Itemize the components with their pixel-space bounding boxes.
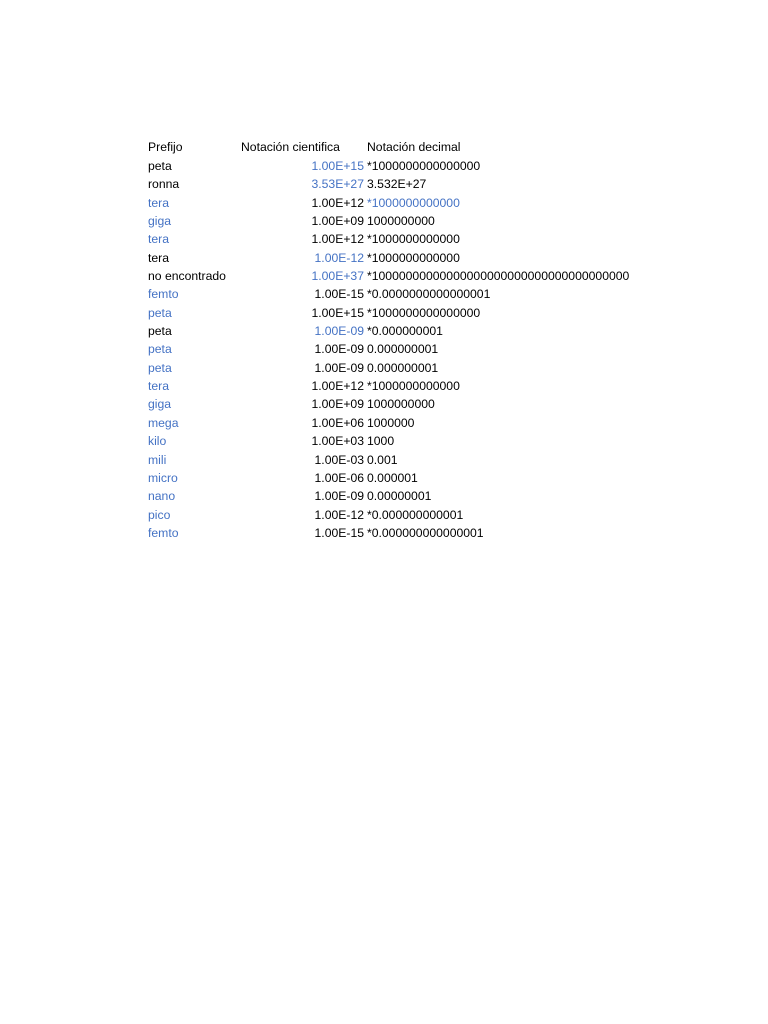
- cell-prefijo: peta: [148, 159, 172, 173]
- cell-decimal: 1000: [367, 434, 395, 449]
- cell-cientifica: 1.00E-15: [314, 525, 364, 540]
- cell-cientifica: 1.00E-09: [314, 489, 364, 504]
- cell-cientifica: 1.00E-12: [314, 507, 364, 522]
- cell-prefijo: kilo: [148, 434, 167, 449]
- cell-decimal: *10000000000000000000000000000000000000: [367, 269, 630, 284]
- cell-decimal: 0.000001: [367, 470, 418, 485]
- cell-decimal: *1000000000000: [367, 250, 460, 265]
- cell-prefijo: peta: [148, 360, 172, 375]
- cell-decimal: 1000000: [367, 415, 415, 430]
- cell-cientifica: 1.00E-09: [314, 324, 364, 339]
- cell-prefijo: peta: [148, 342, 172, 357]
- cell-cientifica: 1.00E+15: [311, 305, 364, 320]
- cell-prefijo: pico: [148, 507, 171, 522]
- cell-prefijo: peta: [148, 305, 172, 320]
- cell-decimal: 0.000000001: [367, 360, 439, 375]
- cell-prefijo: giga: [148, 397, 172, 412]
- cell-decimal: 1000000000: [367, 214, 435, 229]
- cell-decimal: 0.000000001: [367, 342, 439, 357]
- cell-cientifica: 1.00E-03: [314, 452, 364, 467]
- cell-decimal: *0.000000000000001: [367, 525, 484, 540]
- cell-cientifica: 1.00E+12: [311, 379, 364, 394]
- cell-decimal: *1000000000000: [367, 195, 460, 210]
- cell-cientifica: 1.00E+12: [311, 232, 364, 247]
- cell-decimal: 1000000000: [367, 397, 435, 412]
- cell-decimal: *1000000000000000: [367, 159, 481, 173]
- cell-cientifica: 1.00E+15: [311, 159, 364, 173]
- cell-cientifica: 1.00E-09: [314, 342, 364, 357]
- cell-decimal: *1000000000000: [367, 379, 460, 394]
- cell-prefijo: micro: [148, 470, 178, 485]
- cell-prefijo: tera: [148, 379, 170, 394]
- cell-prefijo: tera: [148, 195, 170, 210]
- cell-cientifica: 3.53E+27: [311, 177, 364, 192]
- cell-prefijo: femto: [148, 287, 179, 302]
- header-cientifica: Notación cientifica: [241, 140, 340, 154]
- cell-prefijo: femto: [148, 525, 179, 540]
- cell-cientifica: 1.00E+09: [311, 214, 364, 229]
- cell-cientifica: 1.00E-12: [314, 250, 364, 265]
- cell-prefijo: tera: [148, 250, 170, 265]
- cell-cientifica: 1.00E+37: [311, 269, 364, 284]
- cell-cientifica: 1.00E+09: [311, 397, 364, 412]
- cell-cientifica: 1.00E+12: [311, 195, 364, 210]
- cell-prefijo: tera: [148, 232, 170, 247]
- cell-decimal: 3.532E+27: [367, 177, 427, 192]
- cell-prefijo: ronna: [148, 177, 180, 192]
- cell-decimal: *1000000000000: [367, 232, 460, 247]
- header-decimal: Notación decimal: [367, 140, 461, 154]
- cell-prefijo: nano: [148, 489, 176, 504]
- cell-cientifica: 1.00E+03: [311, 434, 364, 449]
- cell-prefijo: no encontrado: [148, 269, 226, 284]
- cell-decimal: *0.0000000000000001: [367, 287, 491, 302]
- cell-prefijo: peta: [148, 324, 172, 339]
- cell-prefijo: mega: [148, 415, 179, 430]
- cell-decimal: *0.000000001: [367, 324, 443, 339]
- cell-decimal: 0.001: [367, 452, 398, 467]
- cell-prefijo: mili: [148, 452, 167, 467]
- cell-decimal: *1000000000000000: [367, 305, 481, 320]
- cell-cientifica: 1.00E+06: [311, 415, 364, 430]
- cell-cientifica: 1.00E-15: [314, 287, 364, 302]
- cell-prefijo: giga: [148, 214, 172, 229]
- header-prefijo: Prefijo: [148, 140, 183, 154]
- cell-cientifica: 1.00E-06: [314, 470, 364, 485]
- cell-decimal: *0.000000000001: [367, 507, 464, 522]
- cell-cientifica: 1.00E-09: [314, 360, 364, 375]
- cell-decimal: 0.00000001: [367, 489, 432, 504]
